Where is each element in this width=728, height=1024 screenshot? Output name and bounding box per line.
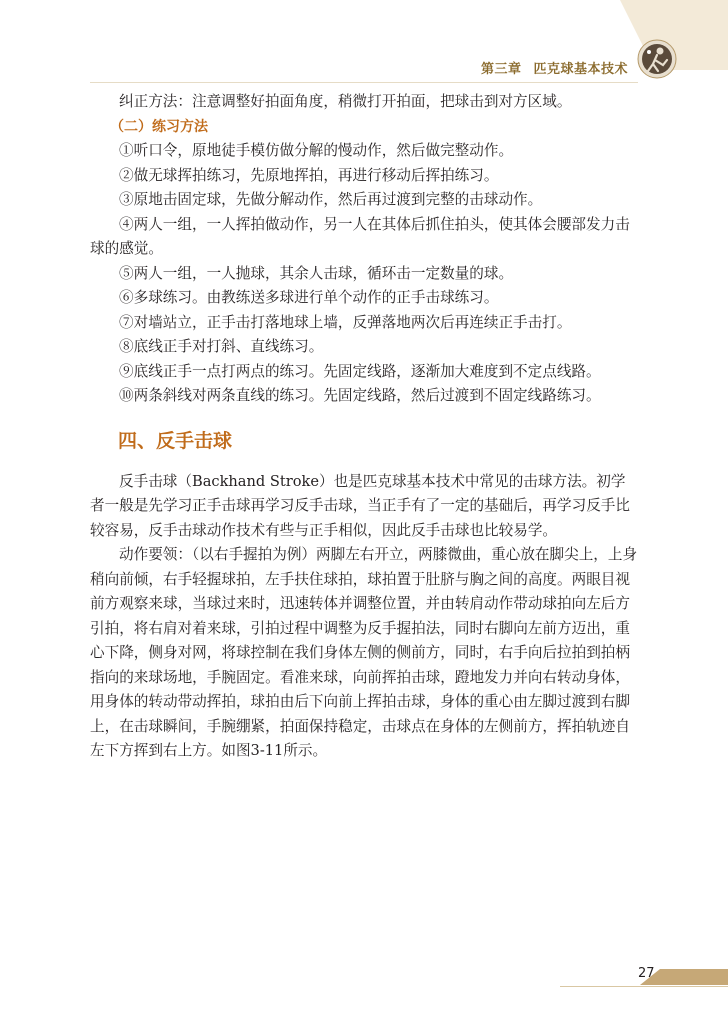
practice-item-6: ⑥多球练习。由教练送多球进行单个动作的正手击球练习。 [119,289,499,306]
header-rule [90,82,638,83]
paragraph-intro: 反手击球（Backhand Stroke）也是匹克球基本技术中常见的击球方法。初学者一般是先学习正手击球再学习反手击球，当正手有了一定的基础后，再学习反手比较容易，反手击球动作技术有些与正手相似，因此反手击球也比较易学。 [90,472,630,539]
footer-rule [560,986,728,987]
practice-item-10: ⑩两条斜线对两条直线的练习。先固定线路，然后过渡到不固定线路练习。 [119,387,601,404]
footer-bar [660,969,728,985]
subsection-title: （二）练习方法 [110,118,208,135]
section-title: 四、反手击球 [118,429,233,452]
practice-item-1: ①听口令，原地徒手模仿做分解的慢动作，然后做完整动作。 [119,142,514,159]
practice-item-5: ⑤两人一组，一人抛球，其余人击球，循环击一定数量的球。 [119,264,514,282]
paragraph-technique: 动作要领：（以右手握拍为例）两脚左右开立，两膝微曲，重心放在脚尖上，上身稍向前倾，右手轻握球拍，左手扶住球拍，球拍置于肚脐与胸之间的高度。两眼目视前方观察来球，当球过来时，迅速转体并调整位置，并由转肩动作带动球拍向左后方引拍，将右肩对着来球，引拍过程中调整为反手握拍法，同时右脚向左前方迈出，重心下降，侧身对网，将球控制在我们身体左侧的侧前方，同时，右手向后拉拍到拍柄指向的来球场地，手腕固定。看准来球，向前挥拍击球，蹬地发力并向右转动身体，用身体的转动带动挥拍，球拍由后下向前上挥拍击球，身体的重心由左脚过渡到右脚上，在击球瞬间，手腕绷紧，拍面保持稳定，击球点在身体的左侧前方，挥拍轨迹自左下方挥到右上方。如图3-11所示。 [90,546,638,759]
practice-item-7: ⑦对墙站立，正手击打落地球上墙，反弹落地两次后再连续正手击打。 [119,313,572,331]
header-chapter-title: 匹克球基本技术 [533,62,628,77]
practice-item-3: ③原地击固定球，先做分解动作，然后再过渡到完整的击球动作。 [119,191,543,208]
practice-item-2: ②做无球挥拍练习，先原地挥拍，再进行移动后挥拍练习。 [119,166,499,184]
intro-line: 纠正方法：注意调整好拍面角度，稍微打开拍面，把球击到对方区域。 [119,93,572,110]
practice-item-8: ⑧底线正手对打斜、直线练习。 [119,338,324,355]
practice-item-4: ④两人一组，一人挥拍做动作，另一人在其体后抓住拍头，使其体会腰部发力击球的感觉。 [90,215,630,257]
page-number: 27 [638,966,655,981]
page-body [90,90,640,764]
practice-item-9: ⑨底线正手一点打两点的练习。先固定线路，逐渐加大难度到不定点线路。 [119,362,601,380]
practice-list [90,139,640,409]
header-chapter: 第三章 [480,62,522,77]
pickleball-player-icon [636,38,678,80]
running-header [481,58,628,77]
